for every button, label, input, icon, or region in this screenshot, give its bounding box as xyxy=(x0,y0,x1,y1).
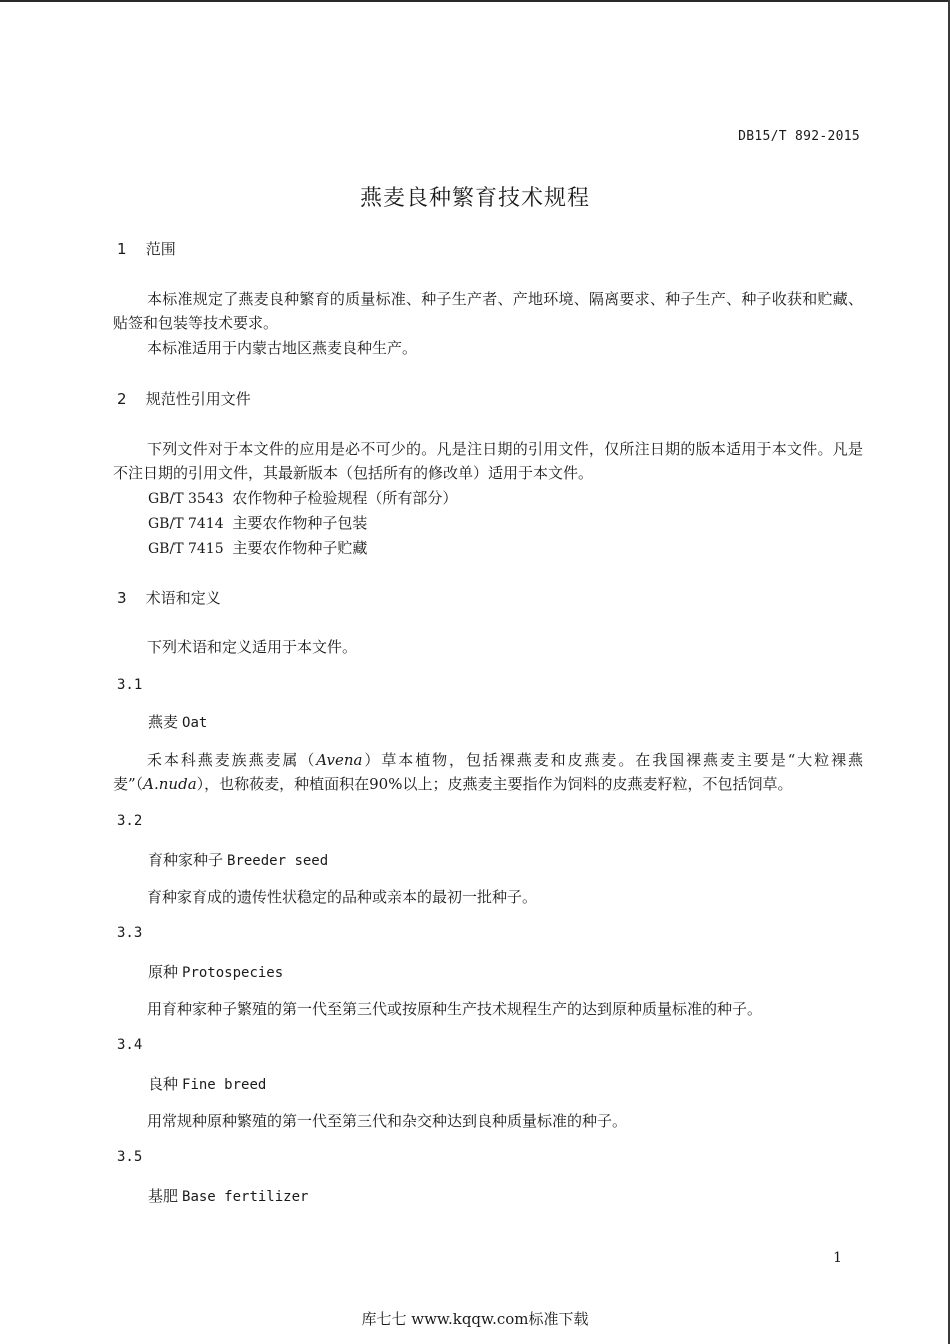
section-title: 术语和定义 xyxy=(145,589,221,607)
reference-code: GB/T 7414 xyxy=(148,516,224,532)
clause-number: 3.1 xyxy=(117,677,143,693)
term-heading xyxy=(148,849,328,870)
scope-paragraph-1: 本标准规定了燕麦良种繁育的质量标准、种子生产者、产地环境、隔离要求、种子生产、种子收获和贮藏、贴签和包装等技术要求。 xyxy=(113,290,863,332)
term-definition: 用常规种原种繁殖的第一代至第三代和杂交种达到良种质量标准的种子。 xyxy=(147,1112,628,1130)
section-title: 范围 xyxy=(145,240,176,258)
latin-name: A.nuda xyxy=(143,775,197,793)
terms-intro-paragraph: 下列术语和定义适用于本文件。 xyxy=(147,638,358,656)
term-english: Breeder seed xyxy=(227,853,329,869)
term-chinese: 基肥 xyxy=(148,1187,179,1205)
scan-edge-top xyxy=(0,0,950,2)
term-heading xyxy=(148,711,207,732)
reference-item xyxy=(148,537,367,558)
document-title: 燕麦良种繁育技术规程 xyxy=(359,186,590,211)
latin-name: Avena xyxy=(316,751,363,769)
scope-paragraph-2: 本标准适用于内蒙古地区燕麦良种生产。 xyxy=(147,339,418,357)
term-english: Fine breed xyxy=(182,1077,267,1093)
definition-text: ）草本植物，包括裸燕麦和皮燕麦。在我国裸燕麦主要是“大粒裸燕麦”（ xyxy=(113,751,863,793)
page-number: 1 xyxy=(833,1250,842,1266)
section-2-heading xyxy=(117,388,251,409)
normative-paragraph: 下列文件对于本文件的应用是必不可少的。凡是注日期的引用文件，仅所注日期的版本适用于本文件。凡是不注日期的引用文件，其最新版本（包括所有的修改单）适用于本文件。 xyxy=(113,440,863,482)
term-heading xyxy=(148,1073,266,1094)
reference-title: 主要农作物种子包装 xyxy=(232,514,368,532)
section-3-heading xyxy=(117,587,221,608)
term-chinese: 原种 xyxy=(148,963,179,981)
term-definition: 育种家育成的遗传性状稳定的品种或亲本的最初一批种子。 xyxy=(147,888,538,906)
term-english: Protospecies xyxy=(182,965,284,981)
definition-text: 禾本科燕麦族燕麦属（ xyxy=(147,751,317,769)
section-number: 2 xyxy=(117,390,127,408)
reference-item xyxy=(148,512,367,533)
clause-number: 3.2 xyxy=(117,813,143,829)
term-chinese: 育种家种子 xyxy=(148,851,224,869)
section-number: 3 xyxy=(117,589,127,607)
reference-code: GB/T 3543 xyxy=(148,491,224,507)
term-definition: 用育种家种子繁殖的第一代至第三代或按原种生产技术规程生产的达到原种质量标准的种子。 xyxy=(147,1000,763,1018)
reference-code: GB/T 7415 xyxy=(148,541,224,557)
reference-title: 主要农作物种子贮藏 xyxy=(232,539,368,557)
term-chinese: 燕麦 xyxy=(148,713,179,731)
section-number: 1 xyxy=(117,240,127,258)
clause-number: 3.3 xyxy=(117,925,143,941)
term-english: Base fertilizer xyxy=(182,1189,309,1205)
download-watermark: 库七七 www.kqqw.com标准下载 xyxy=(361,1310,589,1328)
section-title: 规范性引用文件 xyxy=(145,390,251,408)
clause-number: 3.4 xyxy=(117,1037,143,1053)
document-code: DB15/T 892-2015 xyxy=(738,129,860,144)
term-heading xyxy=(148,961,283,982)
section-1-heading xyxy=(117,238,176,259)
clause-number: 3.5 xyxy=(117,1149,143,1165)
term-english: Oat xyxy=(182,715,208,731)
reference-item xyxy=(148,487,457,508)
reference-title: 农作物种子检验规程（所有部分） xyxy=(232,489,458,507)
term-definition xyxy=(113,748,863,796)
term-heading xyxy=(148,1185,308,1206)
definition-text: ），也称莜麦，种植面积在90%以上；皮燕麦主要指作为饲料的皮燕麦籽粒，不包括饲草。 xyxy=(196,775,793,793)
term-chinese: 良种 xyxy=(148,1075,179,1093)
